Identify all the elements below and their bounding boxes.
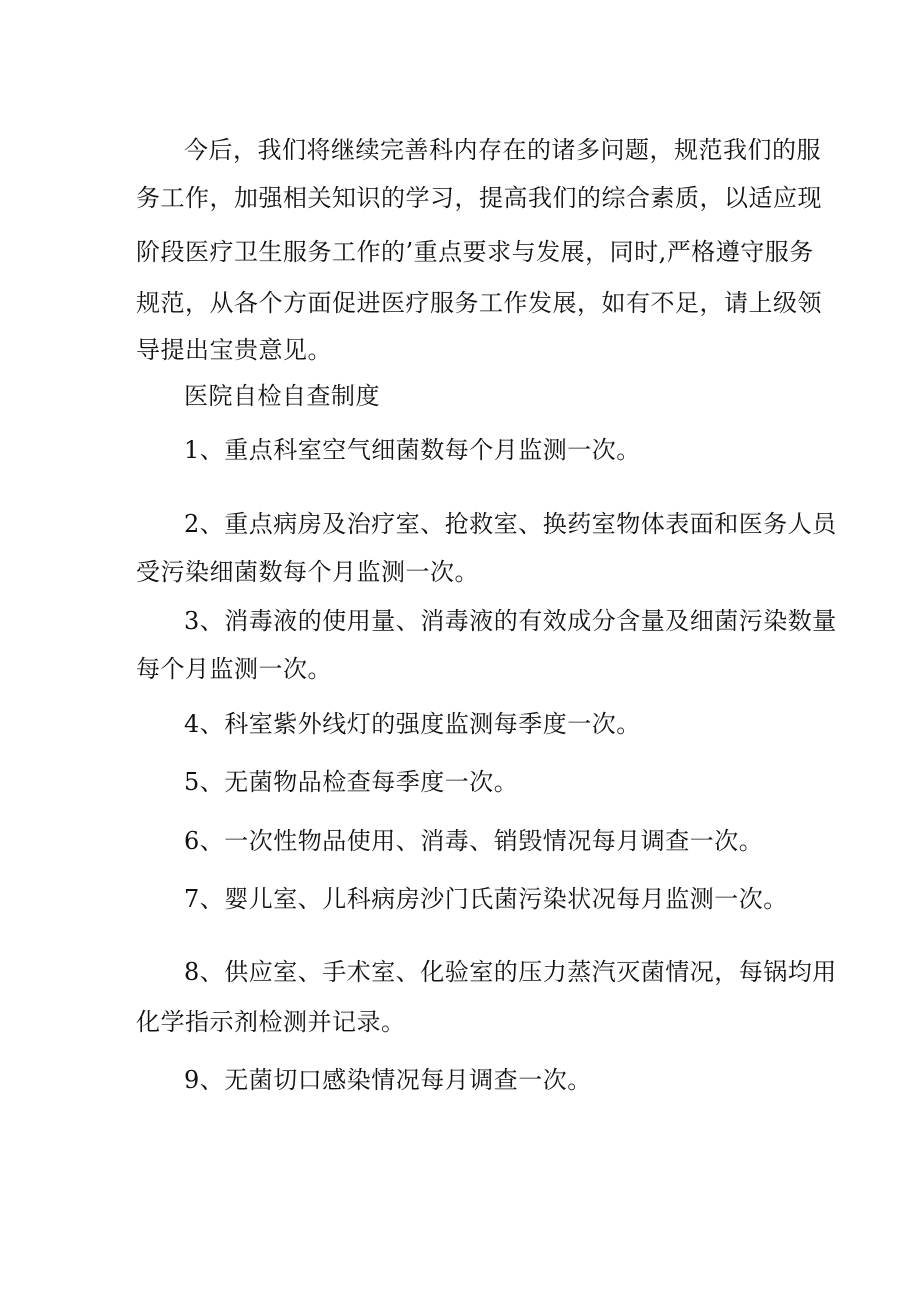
list-item-8-line-2: 化学指示剂检测并记录。: [136, 1008, 406, 1036]
section-title: 医院自检自查制度: [184, 382, 380, 410]
list-item-9: 9、无菌切口感染情况每月调查一次。: [184, 1066, 592, 1094]
list-item-3-line-1: 3、消毒液的使用量、消毒液的有效成分含量及细菌污染数量: [184, 607, 837, 635]
intro-line-3: 阶段医疗卫生服务工作的’重点要求与发展，同时,严格遵守服务: [136, 238, 814, 266]
intro-line-5: 导提出宝贵意见。: [136, 336, 332, 364]
list-item-6: 6、一次性物品使用、消毒、销毁情况每月调查一次。: [184, 827, 764, 855]
list-item-2-line-2: 受污染细菌数每个月监测一次。: [136, 558, 479, 586]
intro-line-2: 务工作，加强相关知识的学习，提高我们的综合素质，以适应现: [136, 184, 822, 212]
list-item-8-line-1: 8、供应室、手术室、化验室的压力蒸汽灭菌情况，每锅均用: [184, 958, 837, 986]
intro-line-1: 今后，我们将继续完善科内存在的诸多问题，规范我们的服: [184, 136, 821, 164]
list-item-5: 5、无菌物品检查每季度一次。: [184, 768, 519, 796]
list-item-7: 7、婴儿室、儿科病房沙门氏菌污染状况每月监测一次。: [184, 885, 788, 913]
list-item-1: 1、重点科室空气细菌数每个月监测一次。: [184, 436, 641, 464]
list-item-3-line-2: 每个月监测一次。: [136, 655, 332, 683]
intro-line-4: 规范，从各个方面促进医疗服务工作发展，如有不足，请上级领: [136, 289, 822, 317]
list-item-4: 4、科室紫外线灯的强度监测每季度一次。: [184, 710, 641, 738]
list-item-2-line-1: 2、重点病房及治疗室、抢救室、换药室物体表面和医务人员: [184, 510, 837, 538]
